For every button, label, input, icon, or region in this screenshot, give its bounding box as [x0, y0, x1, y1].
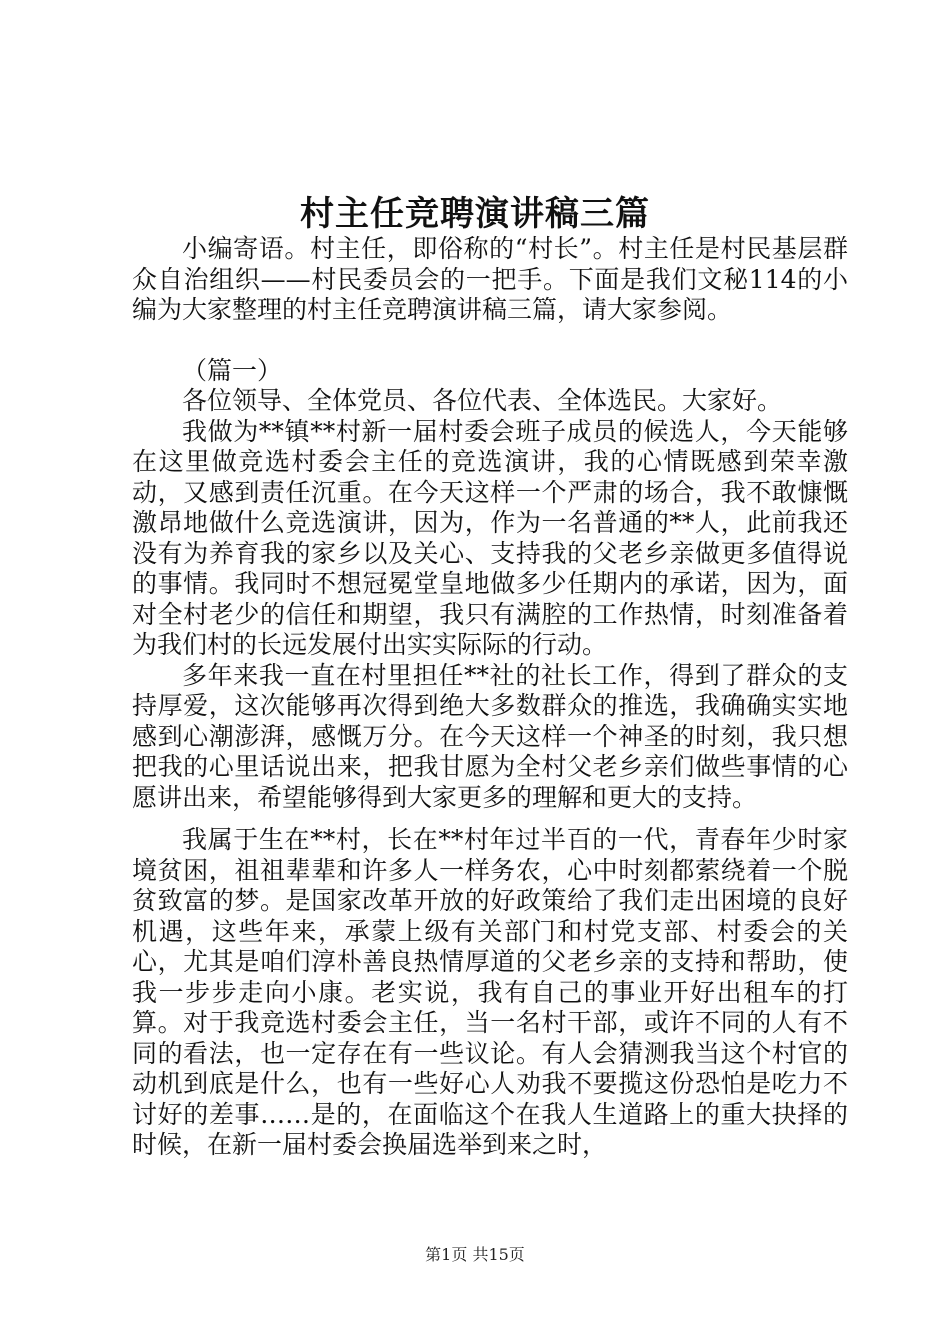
intro-paragraph: 小编寄语。村主任，即俗称的“村长”。村主任是村民基层群众自治组织——村民委员会的一把手。下面是我们文秘114的小编为大家整理的村主任竞聘演讲稿三篇，请大家参阅。 [132, 234, 848, 324]
greeting-paragraph: 各位领导、全体党员、各位代表、全体选民。大家好。 [182, 386, 783, 415]
body-paragraph-2: 多年来我一直在村里担任**社的社长工作，得到了群众的支持厚爱，这次能够再次得到绝大多数群众的推选，我确确实实地感到心潮澎湃，感慨万分。在今天这样一个神圣的时刻，我只想把我的心里话说出来，把我甘愿为全村父老乡亲们做些事情的心愿讲出来，希望能够得到大家更多的理解和更大的支持。 [132, 660, 848, 812]
section-heading: （篇一） [182, 355, 283, 385]
page-number-footer: 第1页 共15页 [425, 1245, 525, 1264]
document-body [132, 234, 848, 1161]
document-title: 村主任竞聘演讲稿三篇 [300, 194, 650, 234]
body-paragraph-1: 我做为**镇**村新一届村委会班子成员的候选人，今天能够在这里做竞选村委会主任的竞选演讲，我的心情既感到荣幸激动，又感到责任沉重。在今天这样一个严肃的场合，我不敢慷慨激昂地做什么竞选演讲，因为，作为一名普通的**人，此前我还没有为养育我的家乡以及关心、支持我的父老乡亲做更多值得说的事情。我同时不想冠冕堂皇地做多少任期内的承诺，因为，面对全村老少的信任和期望，我只有满腔的工作热情，时刻准备着为我们村的长远发展付出实实际际的行动。 [132, 416, 848, 659]
body-paragraph-3: 我属于生在**村，长在**村年过半百的一代，青春年少时家境贫困，祖祖辈辈和许多人一样务农，心中时刻都萦绕着一个脱贫致富的梦。是国家改革开放的好政策给了我们走出困境的良好机遇，这些年来，承蒙上级有关部门和村党支部、村委会的关心，尤其是咱们淳朴善良热情厚道的父老乡亲的支持和帮助，使我一步步走向小康。老实说，我有自己的事业开好出租车的打算。对于我竞选村委会主任，当一名村干部，或许不同的人有不同的看法，也一定存在有一些议论。有人会猜测我当这个村官的动机到底是什么，也有一些好心人劝我不要揽这份恐怕是吃力不讨好的差事……是的，在面临这个在我人生道路上的重大抉择的时候，在新一届村委会换届选举到来之时， [132, 825, 848, 1159]
